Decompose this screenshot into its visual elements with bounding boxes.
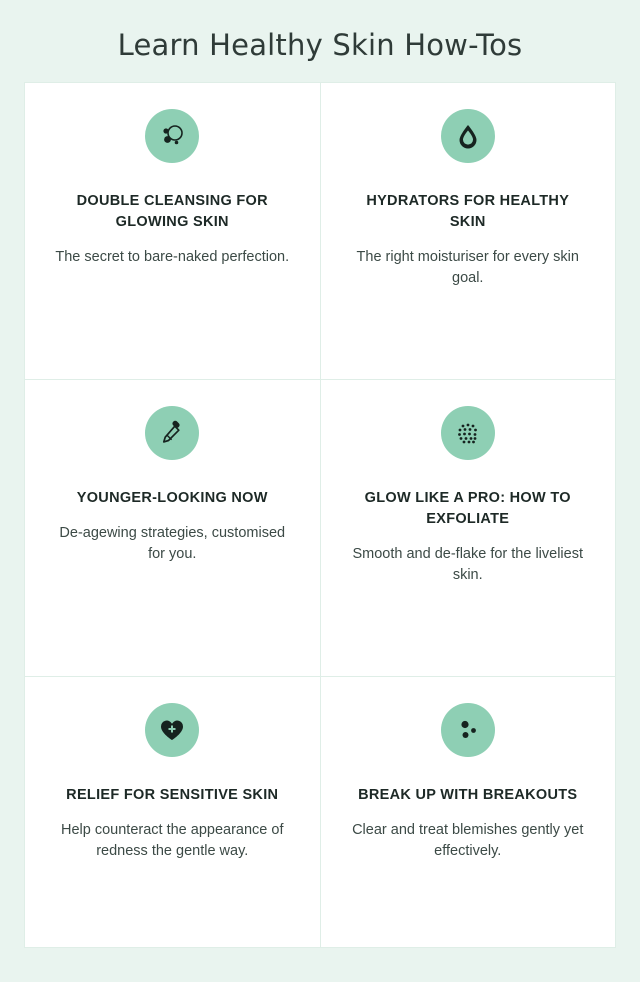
blemish-spots-icon: [441, 703, 495, 757]
card-title: HYDRATORS FOR HEALTHY SKIN: [366, 193, 570, 231]
card-title: YOUNGER-LOOKING NOW: [76, 490, 268, 506]
card-exfoliate[interactable]: [321, 380, 616, 676]
card-title: GLOW LIKE A PRO: HOW TO EXFOLIATE: [364, 490, 571, 528]
card-description: The right moisturiser for every skin goal.: [356, 249, 579, 287]
card-description: The secret to bare-naked perfection.: [55, 249, 290, 266]
card-description: De-agewing strategies, customised for you.: [59, 525, 286, 563]
card-hydrators[interactable]: [321, 83, 616, 379]
card-grid: [24, 82, 616, 948]
card-breakouts[interactable]: [321, 677, 616, 947]
card-sensitive-skin[interactable]: [25, 677, 320, 947]
exfoliate-dots-icon: [441, 406, 495, 460]
card-description: Smooth and de-flake for the liveliest skin.: [352, 546, 583, 584]
water-drop-icon: [441, 109, 495, 163]
card-title: RELIEF FOR SENSITIVE SKIN: [66, 787, 279, 803]
card-title: DOUBLE CLEANSING FOR GLOWING SKIN: [76, 193, 268, 231]
card-description: Clear and treat blemishes gently yet effectively.: [352, 822, 584, 860]
card-double-cleansing[interactable]: [25, 83, 320, 379]
card-younger-looking[interactable]: [25, 380, 320, 676]
page-title: Learn Healthy Skin How-Tos: [117, 28, 523, 62]
heart-plus-icon: [145, 703, 199, 757]
card-title: BREAK UP WITH BREAKOUTS: [358, 787, 578, 803]
bubbles-icon: [145, 109, 199, 163]
card-description: Help counteract the appearance of redness the gentle way.: [61, 822, 284, 860]
dropper-icon: [145, 406, 199, 460]
